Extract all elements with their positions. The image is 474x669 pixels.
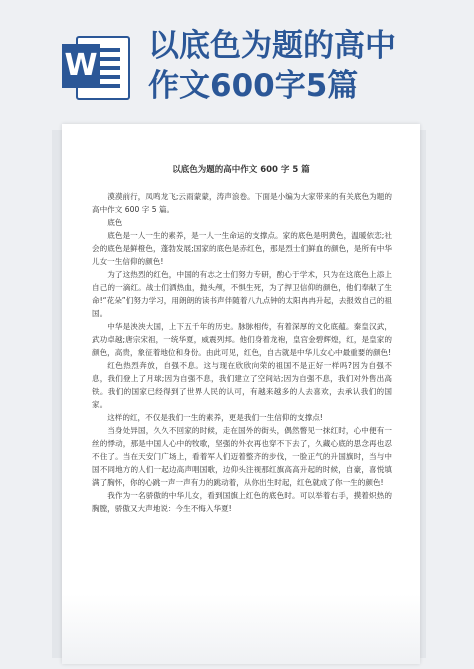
document-banner — [0, 0, 474, 118]
paragraph: 这样的红，不仅是我们一生的素养，更是我们一生信仰的支撑点! — [107, 413, 323, 422]
page-fade-overlay — [62, 594, 420, 664]
document-page — [62, 124, 420, 664]
paragraph: 底色是一人一生的素养，是一人一生命运的支撑点。家的底色是明黄色，温暖依恋;社会的底色是鲜橙色，蓬勃发展;国家的底色是赤红色，那是烈士们鲜血的颜色，是所有中华儿女一生信仰的颜色! — [92, 231, 392, 266]
word-document-icon — [62, 30, 128, 102]
banner-title: 以底色为题的高中作文600字5篇 — [148, 28, 396, 104]
paragraph-intro: 漠漠前行，凤鸣龙飞;云雨蒙蒙，涛声浪卷。下面是小编为大家带来的有关底色为题的高中作文 600 字 5 篇。 — [92, 192, 392, 214]
paragraph: 我作为一名骄傲的中华儿女，看到国旗上红色的底色时。可以举着右手，摸着炽热的胸膛，骄傲又大声地说：今生不悔入华夏! — [92, 491, 392, 513]
paragraph: 为了这热烈的红色，中国的有志之士们努力专研，酌心于学术，只为在这底色上添上自己的一滴红。战士们洒热血，抛头颅，不惧生死，为了捍卫信仰的颜色，他们奉献了生命!“花朵”们努力学习，用朗朗的读书声伴随着八九点钟的太阳冉冉升起，去报效自己的祖国。 — [92, 270, 392, 318]
paragraph: 红色热烈奔放，自强不息。这与现在欣欣向荣的祖国不是正好一样吗?因为自强不息，我们登上了月球;因为自强不息，我们建立了空间站;因为自强不息，我们对外售出高铁。我们的国家已经得到了世界人民的认可，有越来越多的人去喜欢，去承认我们的国家。 — [92, 361, 392, 409]
paragraph: 中华是泱泱大国，上下五千年的历史。脉脉相传，有着深厚的文化底蕴。秦皇汉武，武功卓越;唐宗宋祖，一统华夏，威震列邦。他们身着龙袍，皇宫金碧辉煌，红，是皇家的颜色，高贵，象征着地位和身份。由此可见，红色，自古就是中华儿女心中最重要的颜色! — [92, 322, 392, 357]
paragraph-subheading: 底色 — [107, 218, 123, 227]
document-body — [92, 190, 392, 515]
paragraph: 当身处异国，久久不回家的时候，走在国外的街头，偶然瞥见一抹红时，心中便有一丝的悸动，那是中国人心中的牧歌，坚强的外衣再也穿不下去了，久藏心底的思念再也忍不住了。当在天安门广场上，看着军人们迈着整齐的步伐，一脸正气的升国旗时，当与中国不同地方的人们一起边高声唱国歌，边仰头注视那红旗高高升起的时候，自豪，喜悦填满了胸怀，你的心跳一声一声有力的跳动着，从你出生时起，红色就成了你一生的颜色! — [92, 426, 392, 487]
word-icon-letter: W — [62, 44, 100, 88]
document-title: 以底色为题的高中作文 600 字 5 篇 — [172, 165, 310, 175]
